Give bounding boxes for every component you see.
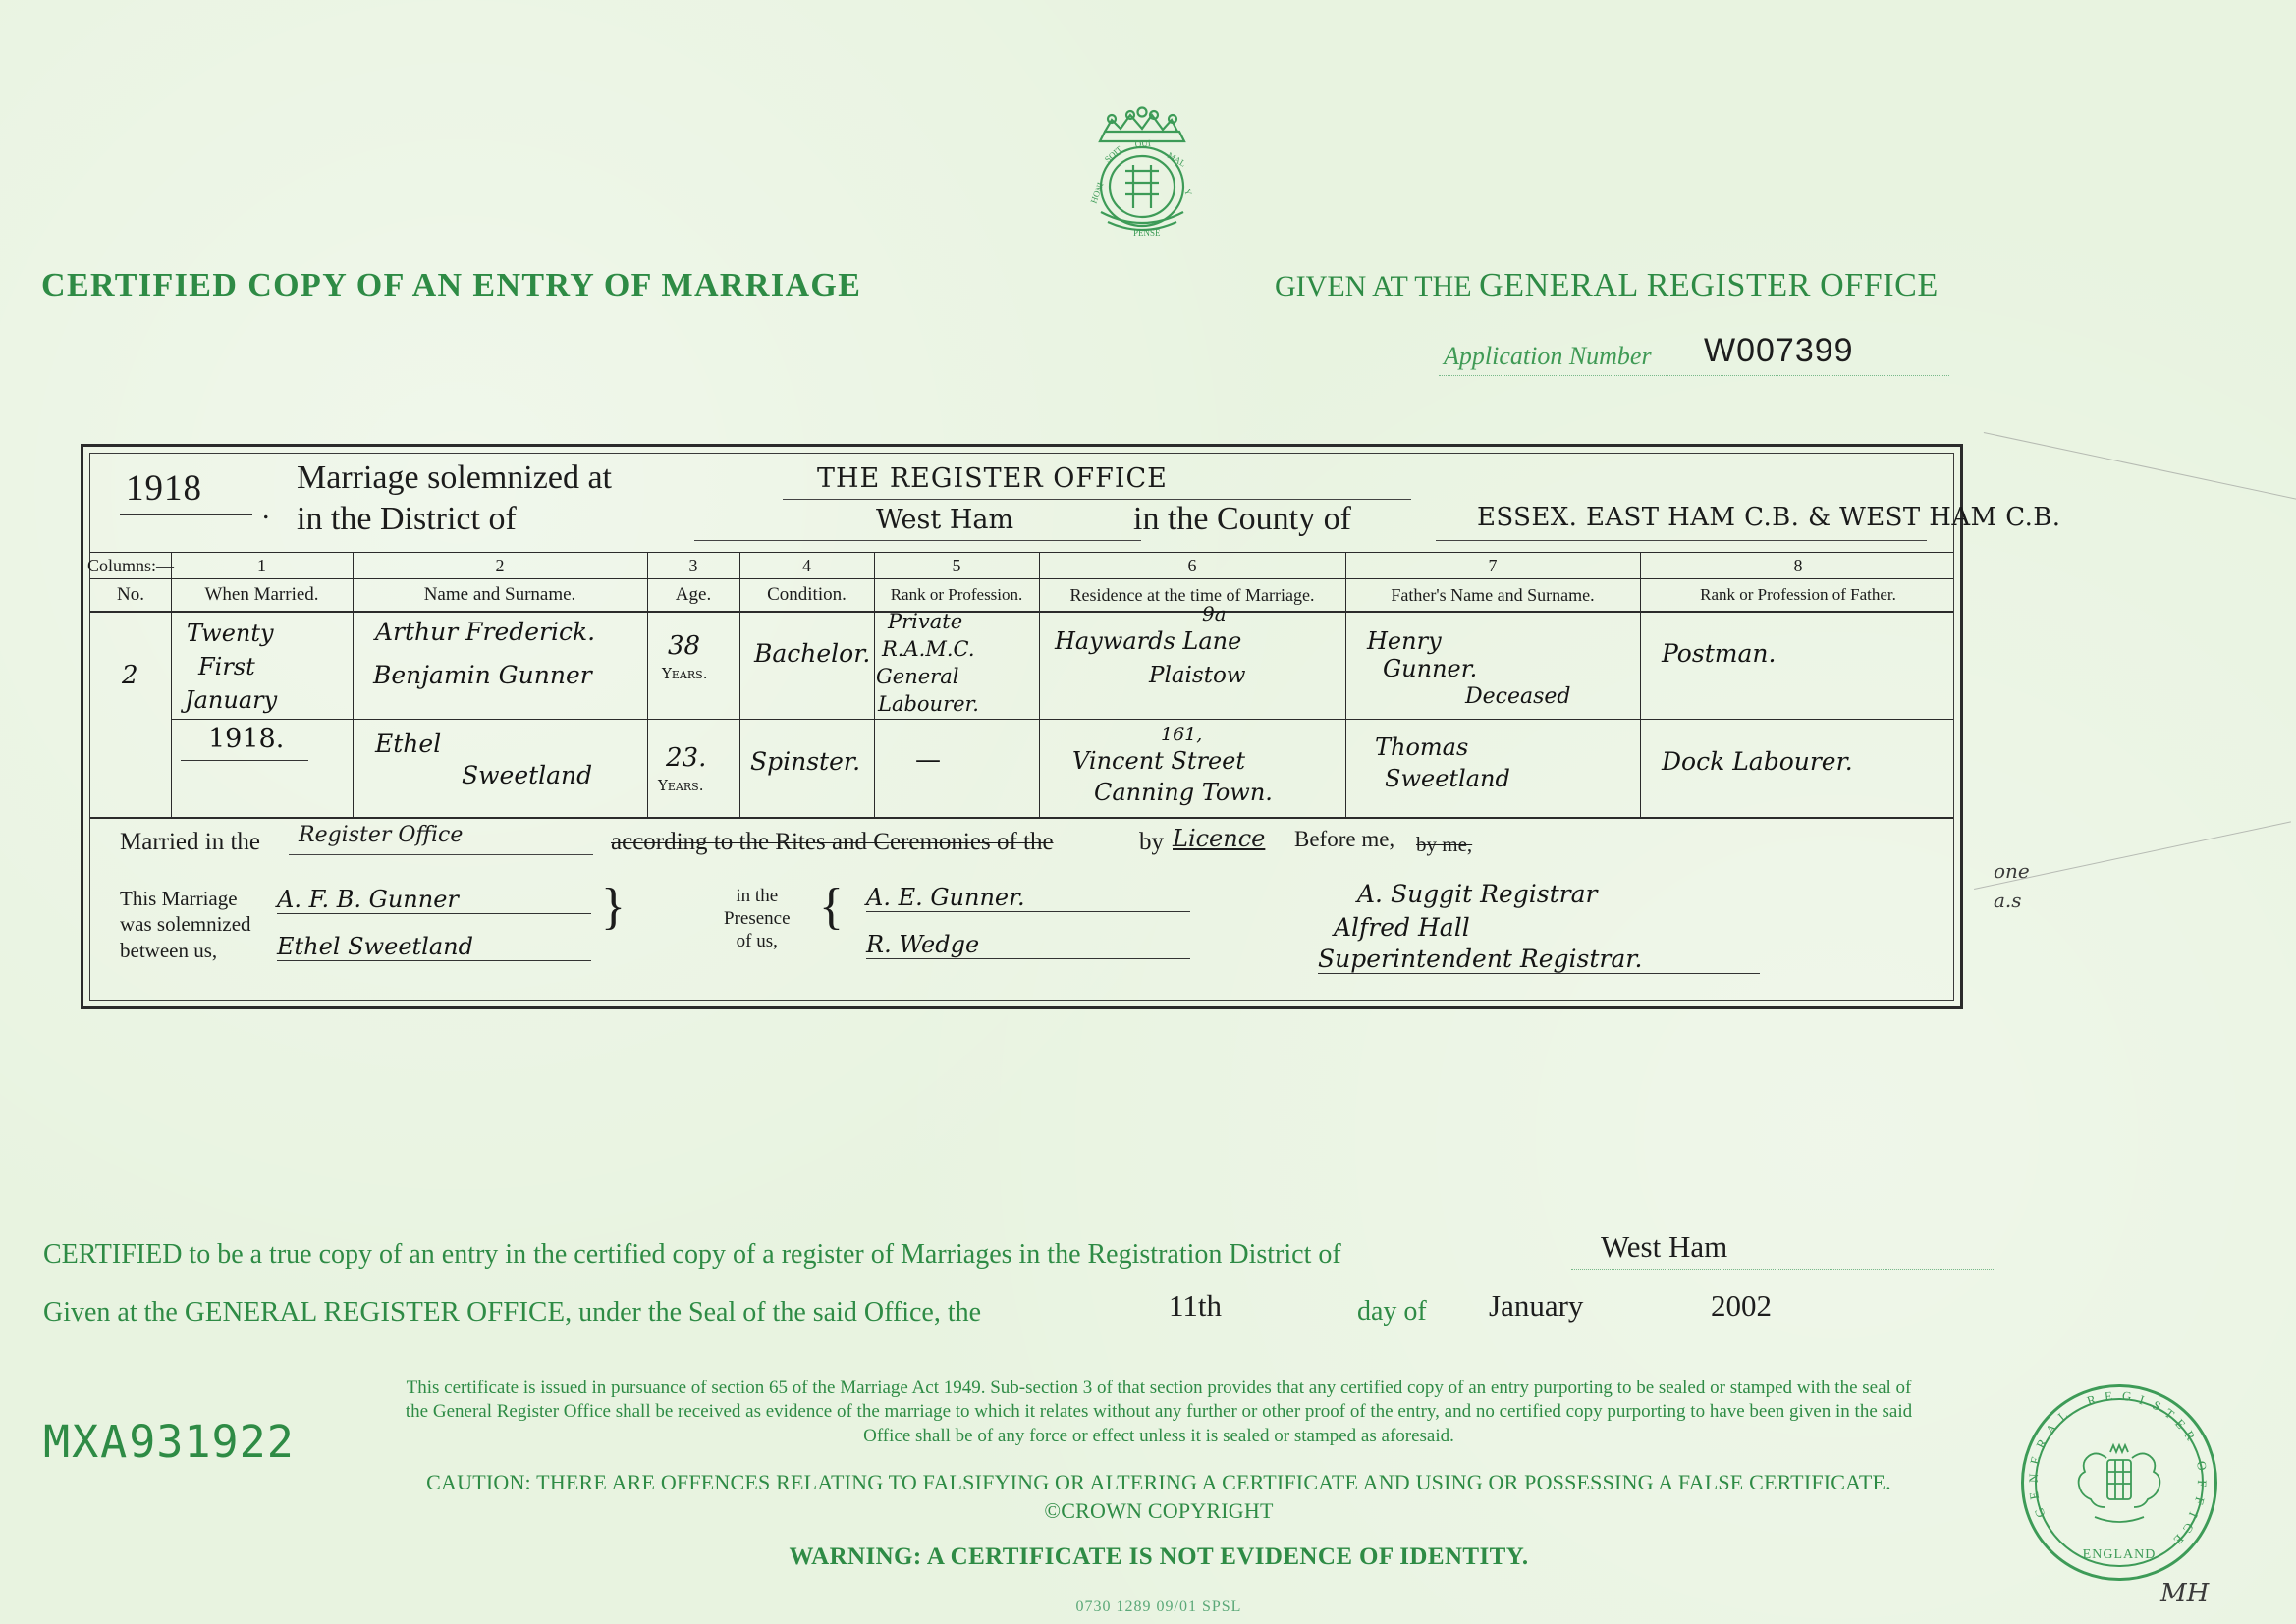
footer-warning: WARNING: A CERTIFICATE IS NOT EVIDENCE OF IDENTITY.: [789, 1543, 1529, 1570]
groom-father-rank: Postman.: [1662, 639, 1777, 668]
presence-label-line-2: Presence: [724, 907, 791, 929]
before-me-label: Before me,: [1294, 827, 1395, 851]
groom-age: 38: [668, 631, 701, 661]
royal-crest-icon: [1078, 106, 1206, 239]
certification-month: January: [1489, 1288, 1584, 1323]
svg-text:HONI: HONI: [1088, 181, 1106, 205]
column-header-fathers-name: Father's Name and Surname.: [1391, 584, 1595, 605]
certification-district-value: West Ham: [1601, 1229, 1728, 1264]
footer-form-code: 0730 1289 09/01 SPSL: [1075, 1598, 1242, 1615]
superintendent-signature: Alfred Hall: [1334, 913, 1470, 942]
column-header-when-married: When Married.: [204, 584, 319, 605]
county-label: in the County of: [1133, 501, 1351, 537]
columns-label: Columns:—: [87, 555, 175, 575]
given-at-prefix: GIVEN AT THE: [1275, 270, 1480, 302]
column-headers-row: [90, 579, 1953, 613]
presence-of-us-label: [724, 886, 791, 952]
column-header-condition: Condition.: [767, 584, 847, 605]
certification-district-rule: [1571, 1269, 1994, 1270]
margin-note-line-2: a.s: [1994, 889, 2022, 912]
svg-text:PENSE: PENSE: [1133, 228, 1161, 238]
grid-line: [1039, 552, 1040, 817]
when-married-line-2: First: [198, 653, 255, 680]
right-brace: {: [819, 879, 844, 935]
presence-label-line-3: of us,: [736, 930, 778, 951]
solemnized-label-line-3: between us,: [120, 938, 218, 962]
groom-father-name-line-2: Gunner.: [1383, 655, 1478, 682]
certification-line-1: CERTIFIED to be a true copy of an entry in the certified copy of a register of Marriages in the Registration District of: [43, 1239, 1341, 1270]
application-number-label: Application Number: [1444, 342, 1652, 370]
column-header-rank-profession: Rank or Profession.: [890, 585, 1023, 604]
solemnized-label-line-2: was solemnized: [120, 912, 251, 937]
by-me-struck: by me,: [1416, 833, 1473, 856]
footer-fineprint: This certificate is issued in pursuance of section 65 of the Marriage Act 1949. Sub-section 3 of that section provides that any certified copy of an entry purporting to be sealed or stamped with the seal of the General Register Office shall be received as evidence of the marriage to which it relates without any further or other proof of the entry, and no certified copy purporting to have been given in the said Office shall be of any force or effect unless it is sealed or stamped as aforesaid.: [405, 1378, 1913, 1446]
entry-number: 2: [122, 661, 138, 690]
column-number-6: 6: [1187, 555, 1197, 575]
grid-line: [874, 552, 875, 817]
solemnized-at-label: Marriage solemnized at: [297, 460, 612, 496]
under-seal-text: , under the Seal of the said Office, the: [565, 1297, 982, 1327]
superintendent-registrar-title: Superintendent Registrar.: [1318, 945, 1760, 974]
seal-top-text: G E N E R A L R E G I S T E R O F F I C E: [2025, 1387, 2211, 1548]
given-at-text: Given at the: [43, 1297, 185, 1327]
solemnized-label-line-1: This Marriage: [120, 887, 238, 910]
grid-line: [171, 552, 172, 817]
certificate-serial-number: [43, 1416, 295, 1468]
bride-age-unit: Years.: [658, 777, 704, 794]
groom-residence-line-2: Haywards Lane: [1055, 627, 1242, 655]
groom-father-status: Deceased: [1465, 684, 1571, 709]
row-divider: [171, 719, 1953, 720]
grid-line: [647, 552, 648, 817]
when-married-line-3: January: [185, 686, 278, 714]
grid-line: [1640, 552, 1641, 817]
column-header-age: Age.: [675, 584, 712, 605]
groom-name-line-1: Arthur Frederick.: [375, 618, 596, 646]
bride-father-name-line-1: Thomas: [1375, 733, 1469, 761]
when-married-line-4: 1918.: [208, 724, 285, 754]
left-brace: }: [601, 879, 626, 935]
grid-line: [353, 552, 354, 817]
bride-name-line-1: Ethel: [375, 730, 442, 758]
svg-text:QUI: QUI: [1134, 137, 1152, 149]
rites-ceremonies-label: according to the Rites and Ceremonies of the: [611, 829, 1054, 855]
district-label: in the District of: [297, 501, 517, 537]
gro-seal-icon: [2021, 1384, 2217, 1581]
column-number-7: 7: [1488, 555, 1498, 575]
application-number-value: W007399: [1704, 332, 1854, 369]
entry-heading-band: [90, 454, 2061, 552]
entry-year-period: .: [262, 493, 270, 525]
groom-age-unit: Years.: [662, 665, 708, 682]
groom-rank-line-1: Private: [888, 610, 963, 633]
header-given-at: [1275, 267, 1939, 304]
column-header-no: No.: [117, 584, 144, 605]
application-number-rule: [1439, 375, 1949, 376]
margin-note-line-1: one: [1994, 859, 2030, 883]
entry-year: 1918: [126, 468, 202, 509]
groom-residence-line-1: 9a: [1202, 602, 1227, 625]
bride-age: 23.: [666, 743, 707, 773]
bride-father-name-line-2: Sweetland: [1385, 765, 1510, 792]
groom-rank-line-4: Labourer.: [878, 692, 979, 716]
column-number-3: 3: [688, 555, 698, 575]
entry-year-rule: [120, 514, 252, 515]
svg-text:Y: Y: [1182, 188, 1194, 197]
column-header-name-surname: Name and Surname.: [423, 584, 576, 605]
certification-year: 2002: [1711, 1288, 1772, 1323]
groom-father-name-line-1: Henry: [1367, 627, 1442, 655]
entry-rows-bottom-border: [90, 817, 1953, 819]
married-in-the-value: Register Office: [299, 823, 464, 847]
certification-day-of-label: day of: [1357, 1296, 1427, 1326]
svg-text:MAL: MAL: [1166, 150, 1188, 169]
when-married-line-1: Twenty: [187, 620, 274, 647]
column-header-residence: Residence at the time of Marriage.: [1069, 584, 1315, 605]
by-label: by: [1139, 829, 1164, 855]
bride-residence-line-2: Vincent Street: [1072, 747, 1246, 775]
by-value: Licence: [1173, 825, 1266, 852]
married-in-the-rule: [289, 854, 593, 855]
column-header-fathers-rank: Rank or Profession of Father.: [1700, 585, 1896, 604]
groom-rank-line-3: General: [876, 665, 959, 688]
groom-name-line-2: Benjamin Gunner: [373, 661, 592, 689]
certification-day: 11th: [1169, 1288, 1222, 1323]
serial-digits: 931922: [129, 1416, 295, 1468]
groom-rank-line-2: R.A.M.C.: [882, 637, 975, 661]
county-rule: [1436, 540, 1927, 541]
solemnized-between-us-label: [120, 886, 251, 963]
bride-residence-line-1: 161,: [1161, 724, 1203, 745]
certification-line-2: [43, 1296, 981, 1328]
witness-2-signature: R. Wedge: [866, 931, 1190, 959]
column-number-8: 8: [1793, 555, 1803, 575]
when-married-rule: [181, 760, 308, 761]
footer-caution: CAUTION: THERE ARE OFFENCES RELATING TO FALSIFYING OR ALTERING A CERTIFICATE AND USING OR POSSESSING A FALSE CERTIFICATE. ©CROWN COPYRIGHT: [426, 1470, 1891, 1523]
bride-condition: Spinster.: [750, 747, 861, 776]
district-value: West Ham: [876, 505, 1014, 535]
column-numbers-row: [87, 552, 1953, 579]
signature-groom: A. F. B. Gunner: [277, 886, 591, 914]
bride-name-line-2: Sweetland: [462, 761, 593, 789]
witness-1-signature: A. E. Gunner.: [866, 884, 1190, 912]
groom-residence-line-3: Plaistow: [1149, 663, 1246, 688]
column-number-4: 4: [802, 555, 811, 575]
county-value: ESSEX. EAST HAM C.B. & WEST HAM C.B.: [1477, 503, 2061, 532]
bride-father-rank: Dock Labourer.: [1662, 747, 1853, 776]
gro-small-caps: GENERAL REGISTER OFFICE: [184, 1296, 566, 1327]
grid-line: [739, 552, 740, 817]
solemnized-at-rule: [783, 499, 1411, 500]
presence-label-line-1: in the: [736, 886, 779, 906]
column-number-5: 5: [952, 555, 961, 575]
serial-prefix: MXA: [43, 1416, 130, 1468]
married-in-the-label: Married in the: [120, 829, 261, 855]
svg-text:SOIT: SOIT: [1102, 144, 1124, 165]
scan-artifact-line: [1984, 432, 2296, 501]
general-register-office-label: GENERAL REGISTER OFFICE: [1479, 267, 1939, 303]
seal-bottom-text: ENGLAND: [2082, 1547, 2157, 1562]
registrar-signature: A. Suggit Registrar: [1357, 880, 1598, 908]
married-in-the-row: [120, 823, 1917, 856]
column-number-1: 1: [257, 555, 266, 575]
signature-bride: Ethel Sweetland: [277, 933, 591, 961]
bride-residence-line-3: Canning Town.: [1094, 779, 1273, 806]
solemnized-at-value: THE REGISTER OFFICE: [817, 463, 1168, 494]
column-number-2: 2: [495, 555, 505, 575]
district-rule: [694, 540, 1141, 541]
bride-rank-dash: —: [915, 745, 941, 775]
groom-condition: Bachelor.: [754, 639, 871, 668]
grid-line: [1345, 552, 1346, 817]
handwritten-initials: MH: [2160, 1579, 2210, 1608]
page-title: CERTIFIED COPY OF AN ENTRY OF MARRIAGE: [41, 267, 862, 303]
